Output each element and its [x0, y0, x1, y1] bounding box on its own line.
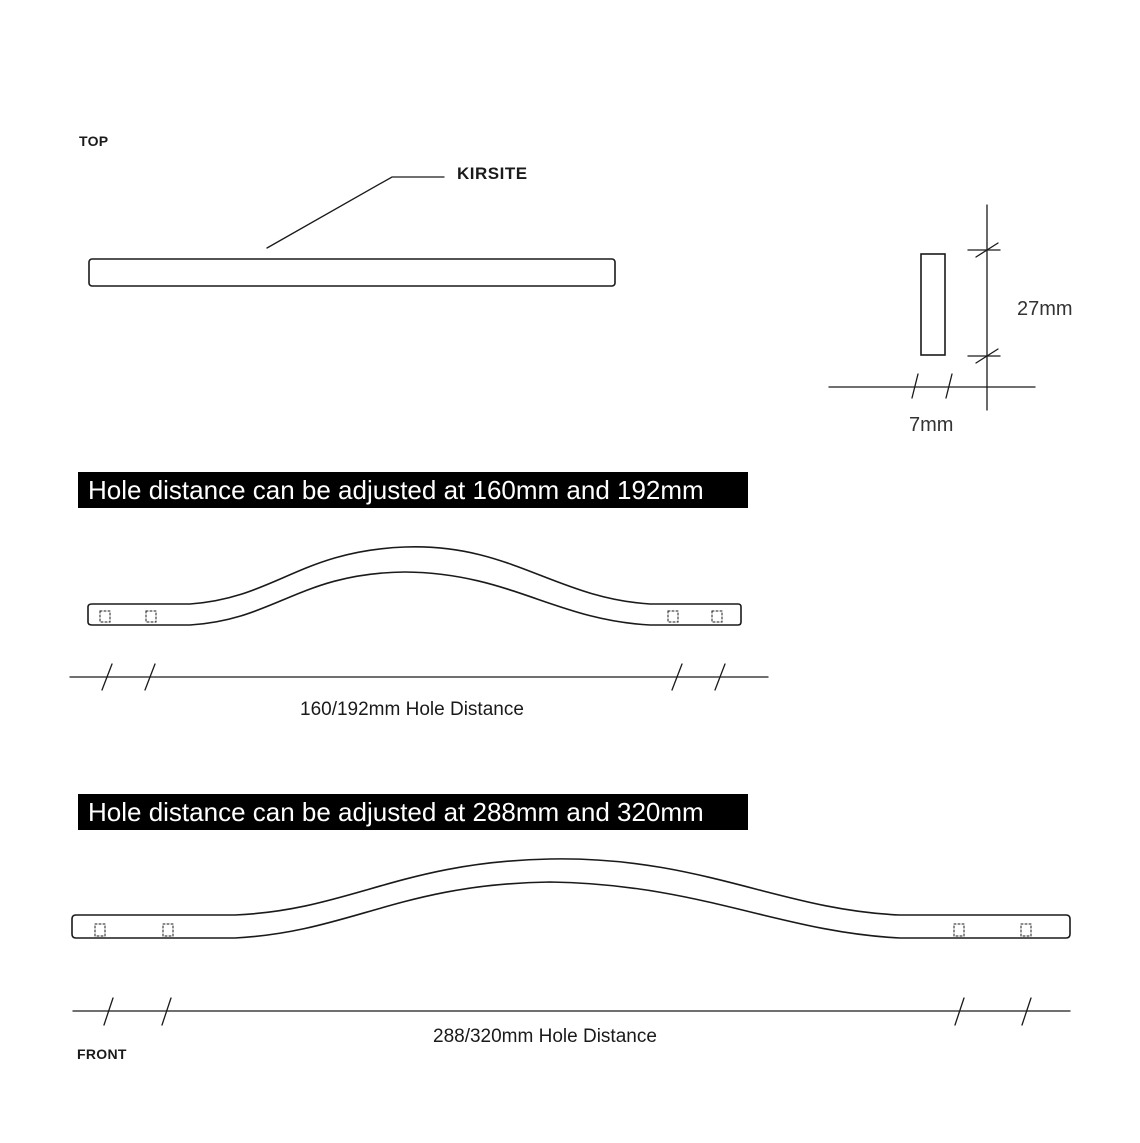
large-handle-holes	[95, 924, 1031, 936]
material-label: KIRSITE	[457, 164, 528, 183]
width-dimension-lines	[829, 374, 1035, 398]
front-view-label: FRONT	[77, 1046, 127, 1062]
small-handle-holes	[100, 611, 722, 622]
cross-section	[921, 254, 945, 355]
small-handle-banner: Hole distance can be adjusted at 160mm and 192mm	[78, 472, 748, 508]
large-handle-outline	[72, 859, 1070, 938]
large-handle-banner: Hole distance can be adjusted at 288mm and 320mm	[78, 794, 748, 830]
small-handle-outline	[88, 547, 741, 625]
top-view-bar	[89, 259, 615, 286]
width-dimension-label: 7mm	[909, 414, 954, 436]
height-dimension-label: 27mm	[1017, 298, 1073, 320]
small-handle-caption: 160/192mm Hole Distance	[300, 699, 524, 720]
large-handle-dimension-line	[73, 998, 1070, 1025]
large-handle-caption: 288/320mm Hole Distance	[433, 1026, 657, 1047]
top-view-label: TOP	[79, 133, 109, 149]
small-handle-dimension-line	[70, 664, 768, 690]
height-dimension-lines	[968, 205, 1000, 410]
material-leader-line	[267, 177, 444, 248]
